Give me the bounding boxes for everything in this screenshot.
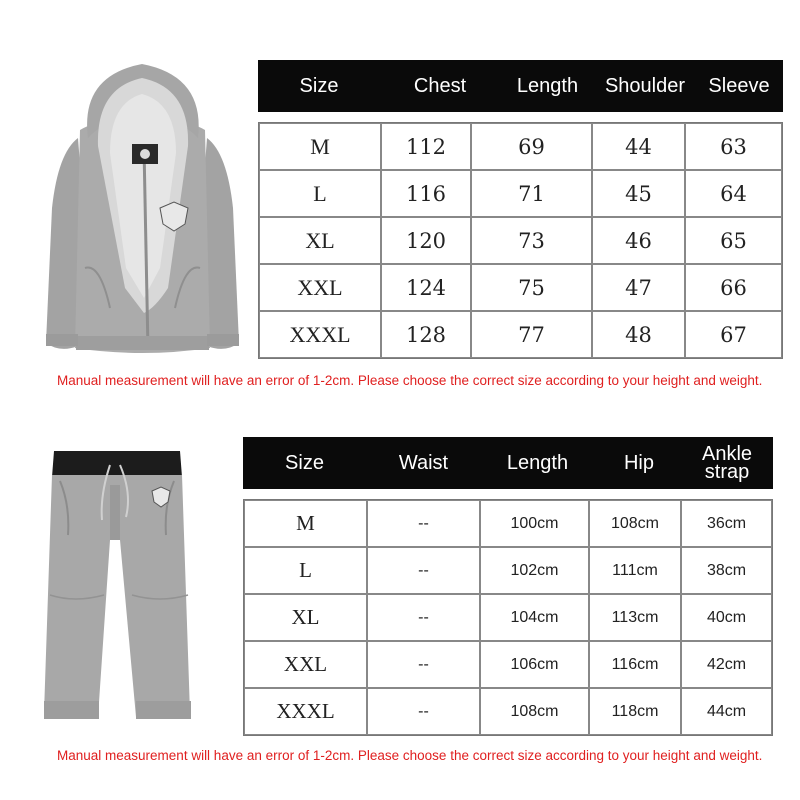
table-cell: -- <box>367 500 480 547</box>
top-table-header <box>258 60 783 112</box>
table-cell: 113cm <box>589 594 681 641</box>
table-cell: 40cm <box>681 594 772 641</box>
table-cell: 66 <box>685 264 782 311</box>
table-cell: -- <box>367 594 480 641</box>
bottom-header-ankle-strap: Ankle strap <box>701 443 753 483</box>
table-cell: -- <box>367 688 480 735</box>
table-cell: 128 <box>381 311 471 358</box>
table-cell: 108cm <box>480 688 589 735</box>
table-cell: 75 <box>471 264 592 311</box>
top-header-size: Size <box>299 75 339 97</box>
table-cell: 71 <box>471 170 592 217</box>
table-cell: 44cm <box>681 688 772 735</box>
table-cell: 100cm <box>480 500 589 547</box>
table-cell: 36cm <box>681 500 772 547</box>
table-cell: 64 <box>685 170 782 217</box>
table-cell: 120 <box>381 217 471 264</box>
table-cell: 69 <box>471 123 592 170</box>
measurement-note-top: Manual measurement will have an error of 1-2cm. Please choose the correct size according to your height and weight. <box>57 373 763 388</box>
top-header-sleeve: Sleeve <box>708 75 770 97</box>
bottom-header-hip: Hip <box>623 452 654 474</box>
table-cell: 77 <box>471 311 592 358</box>
bottom-table-header <box>243 437 773 489</box>
table-cell: 47 <box>592 264 685 311</box>
gray-fleece-zip-hoodie-icon <box>40 58 245 368</box>
table-cell: 111cm <box>589 547 681 594</box>
table-cell: 73 <box>471 217 592 264</box>
bottom-header-size: Size <box>285 452 324 474</box>
table-cell: M <box>244 500 367 547</box>
table-cell: 108cm <box>589 500 681 547</box>
top-header-chest: Chest <box>413 75 467 97</box>
table-cell: 118cm <box>589 688 681 735</box>
table-cell: 67 <box>685 311 782 358</box>
table-cell: 116cm <box>589 641 681 688</box>
table-cell: L <box>259 170 381 217</box>
top-header-length: Length <box>516 75 579 97</box>
table-cell: XXL <box>244 641 367 688</box>
table-cell: 44 <box>592 123 685 170</box>
table-cell: -- <box>367 547 480 594</box>
table-cell: 42cm <box>681 641 772 688</box>
top-header-shoulder: Shoulder <box>604 75 686 97</box>
table-cell: M <box>259 123 381 170</box>
gray-sweatpants-icon <box>40 445 195 735</box>
measurement-note-bottom: Manual measurement will have an error of 1-2cm. Please choose the correct size according to your height and weight. <box>57 748 763 763</box>
table-cell: 112 <box>381 123 471 170</box>
table-cell: XL <box>259 217 381 264</box>
bottom-table-body <box>243 499 773 736</box>
table-cell: 63 <box>685 123 782 170</box>
table-cell: 124 <box>381 264 471 311</box>
table-cell: 106cm <box>480 641 589 688</box>
table-cell: 46 <box>592 217 685 264</box>
table-cell: 38cm <box>681 547 772 594</box>
table-cell: 65 <box>685 217 782 264</box>
table-cell: XXXL <box>244 688 367 735</box>
bottom-header-waist: Waist <box>398 452 449 474</box>
table-cell: 116 <box>381 170 471 217</box>
bottom-header-length: Length <box>506 452 569 474</box>
table-cell: XL <box>244 594 367 641</box>
table-cell: -- <box>367 641 480 688</box>
table-cell: 45 <box>592 170 685 217</box>
table-cell: XXL <box>259 264 381 311</box>
table-cell: 104cm <box>480 594 589 641</box>
top-table-body <box>258 122 783 359</box>
table-cell: 48 <box>592 311 685 358</box>
table-cell: 102cm <box>480 547 589 594</box>
bottom-size-table <box>243 437 773 736</box>
top-size-table <box>258 60 783 359</box>
table-cell: XXXL <box>259 311 381 358</box>
table-cell: L <box>244 547 367 594</box>
